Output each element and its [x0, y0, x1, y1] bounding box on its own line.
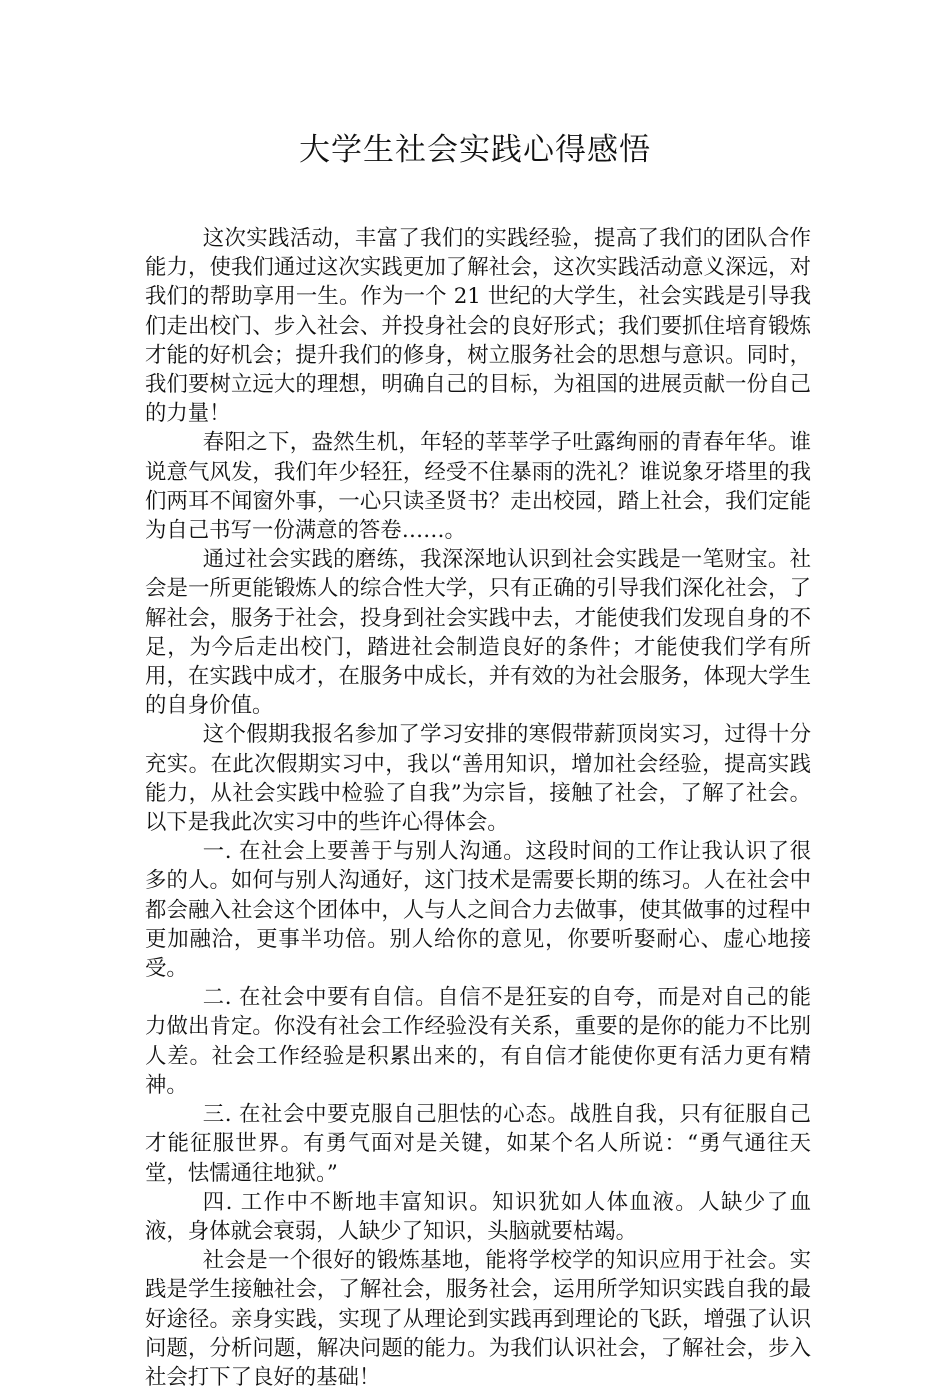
- document-body: [145, 224, 811, 1392]
- paragraph-conclusion: 社会是一个很好的锻炼基地，能将学校学的知识应用于社会。实践是学生接触社会，了解社会，服务社会，运用所学知识实践自我的最好途径。亲身实践，实现了从理论到实践再到理论的飞跃，增强了认识问题，分析问题，解决问题的能力。为我们认识社会，了解社会，步入社会打下了良好的基础！: [145, 1248, 811, 1390]
- paragraph-point-three: 三. 在社会中要克服自己胆怯的心态。战胜自我，只有征服自己才能征服世界。有勇气面对是关键，如某个名人所说：“勇气通往天堂，怯懦通往地狱。”: [145, 1102, 811, 1186]
- paragraph-intro: 这次实践活动，丰富了我们的实践经验，提高了我们的团队合作能力，使我们通过这次实践更加了解社会，这次实践活动意义深远，对我们的帮助享用一生。作为一个 21 世纪的大学生，社会实践是引导我们走出校门、步入社会、并投身社会的良好形式；我们要抓住培育锻炼才能的好机会；提升我们的修身，树立服务社会的思想与意识。同时，我们要树立远大的理想，明确自己的目标，为祖国的进展贡献一份自己的力量！: [145, 226, 811, 427]
- paragraph-spring: 春阳之下，盎然生机，年轻的莘莘学子吐露绚丽的青春年华。谁说意气风发，我们年少轻狂，经受不住暴雨的洗礼？谁说象牙塔里的我们两耳不闻窗外事，一心只读圣贤书？走出校园，踏上社会，我们定能为自己书写一份满意的答卷……。: [145, 430, 811, 544]
- paragraph-point-two: 二. 在社会中要有自信。自信不是狂妄的自夸，而是对自己的能力做出肯定。你没有社会工作经验没有关系，重要的是你的能力不比别人差。社会工作经验是积累出来的，有自信才能使你更有活力更有精神。: [145, 985, 811, 1098]
- paragraph-point-four: 四. 工作中不断地丰富知识。知识犹如人体血液。人缺少了血液，身体就会衰弱，人缺少了知识，头脑就要枯竭。: [145, 1189, 811, 1244]
- document-title: 大学生社会实践心得感悟: [299, 132, 651, 168]
- paragraph-practice-value: 通过社会实践的磨练，我深深地认识到社会实践是一笔财宝。社会是一所更能锻炼人的综合性大学，只有正确的引导我们深化社会，了解社会，服务于社会，投身到社会实践中去，才能使我们发现自身的不足，为今后走出校门，踏进社会制造良好的条件；才能使我们学有所用，在实践中成才，在服务中成长，并有效的为社会服务，体现大学生的自身价值。: [145, 547, 811, 719]
- paragraph-point-one: 一. 在社会上要善于与别人沟通。这段时间的工作让我认识了很多的人。如何与别人沟通好，这门技术是需要长期的练习。人在社会中都会融入社会这个团体中，人与人之间合力去做事，使其做事的过程中更加融洽，更事半功倍。别人给你的意见，你要听娶耐心、虚心地接受。: [145, 839, 811, 982]
- paragraph-internship: 这个假期我报名参加了学习安排的寒假带薪顶岗实习，过得十分充实。在此次假期实习中，我以“善用知识，增加社会经验，提高实践能力，从社会实践中检验了自我”为宗旨，接触了社会，了解了社会。以下是我此次实习中的些许心得体会。: [145, 722, 811, 836]
